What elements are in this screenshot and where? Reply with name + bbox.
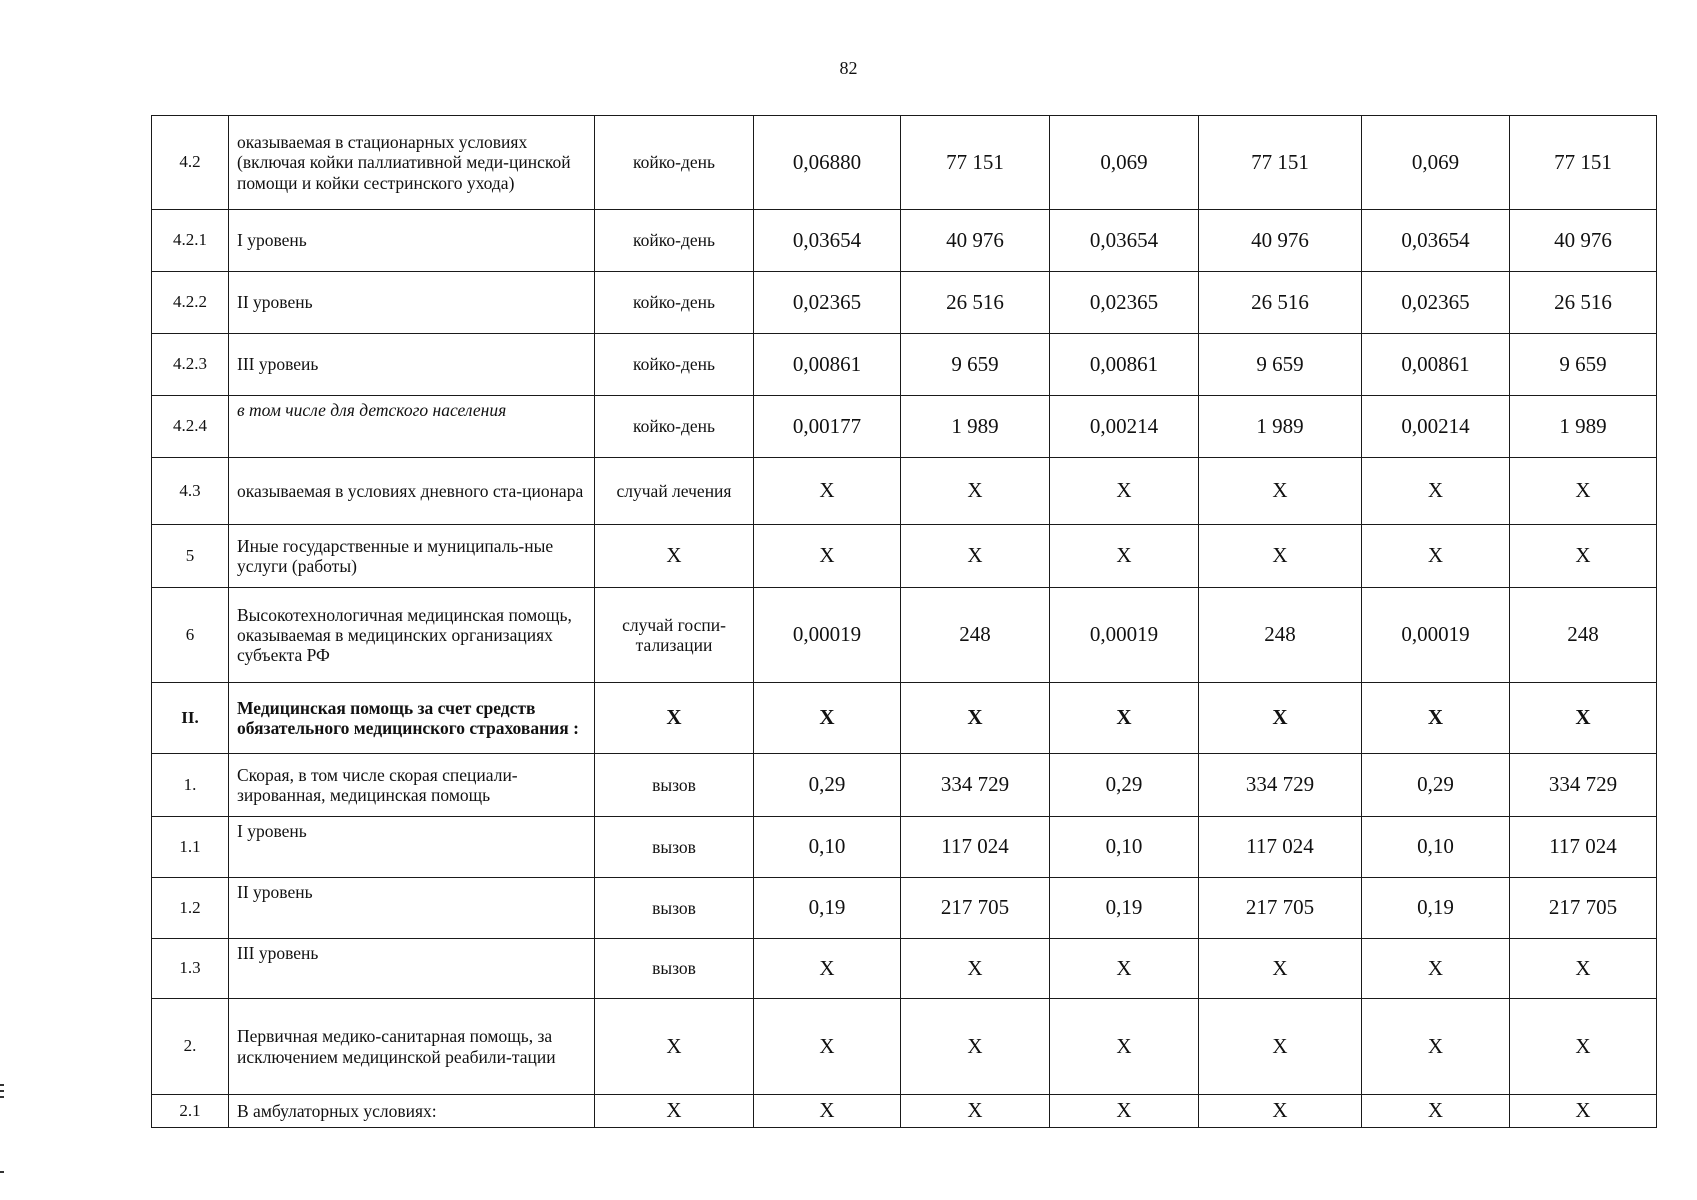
value-cell: 40 976 [1199,210,1362,272]
table-row [152,878,1657,939]
value-cell: 0,19 [1050,878,1199,939]
value-cell: 0,10 [1050,817,1199,878]
value-cell: X [754,458,901,525]
row-number: 5 [152,525,229,588]
value-cell: 0,00019 [1050,588,1199,683]
value-cell: X [1050,683,1199,754]
value-cell: X [1050,525,1199,588]
value-cell: X [901,939,1050,999]
value-cell: X [1199,1095,1362,1128]
row-name: Иные государственные и муниципаль-ные услуги (работы) [229,525,595,588]
row-unit: вызов [595,878,754,939]
row-unit: вызов [595,817,754,878]
value-cell: 217 705 [1510,878,1657,939]
value-cell: X [1199,525,1362,588]
value-cell: 40 976 [901,210,1050,272]
row-name: II уровень [229,272,595,334]
table-row [152,683,1657,754]
table-row [152,334,1657,396]
value-cell: X [1510,683,1657,754]
row-number: 4.2.1 [152,210,229,272]
table-row [152,210,1657,272]
row-number: 1.1 [152,817,229,878]
value-cell: X [1362,525,1510,588]
value-cell: X [1510,525,1657,588]
row-name: I уровень [229,210,595,272]
value-cell: X [1510,999,1657,1095]
value-cell: 0,06880 [754,116,901,210]
value-cell: 248 [1199,588,1362,683]
table-row [152,396,1657,458]
row-unit: койко-день [595,396,754,458]
value-cell: X [901,1095,1050,1128]
value-cell: 217 705 [1199,878,1362,939]
value-cell: X [1362,999,1510,1095]
value-cell: 26 516 [1199,272,1362,334]
value-cell: 0,00861 [1362,334,1510,396]
value-cell: 40 976 [1510,210,1657,272]
value-cell: X [901,458,1050,525]
value-cell: 77 151 [901,116,1050,210]
table-row [152,817,1657,878]
value-cell: 0,00861 [1050,334,1199,396]
row-unit: случай госпи-тализации [595,588,754,683]
value-cell: 1 989 [1199,396,1362,458]
value-cell: 248 [901,588,1050,683]
value-cell: 0,10 [754,817,901,878]
value-cell: X [1050,458,1199,525]
row-number: 2.1 [152,1095,229,1128]
value-cell: 0,10 [1362,817,1510,878]
value-cell: 0,02365 [1362,272,1510,334]
value-cell: 334 729 [1199,754,1362,817]
row-unit: X [595,683,754,754]
value-cell: 0,03654 [754,210,901,272]
value-cell: X [754,525,901,588]
value-cell: X [1050,999,1199,1095]
row-name: III уровеиь [229,334,595,396]
value-cell: 26 516 [901,272,1050,334]
value-cell: 0,00019 [754,588,901,683]
row-name: II уровень [229,878,595,939]
scan-edge-mark [0,1096,4,1098]
row-name: в том числе для детского населения [229,396,595,458]
scan-edge-mark [0,1084,4,1086]
value-cell: X [754,999,901,1095]
row-number: II. [152,683,229,754]
value-cell: X [1362,458,1510,525]
row-number: 4.2.3 [152,334,229,396]
row-unit: койко-день [595,116,754,210]
value-cell: 0,00214 [1362,396,1510,458]
value-cell: X [1050,1095,1199,1128]
row-name: III уровень [229,939,595,999]
value-cell: 117 024 [1510,817,1657,878]
value-cell: 334 729 [1510,754,1657,817]
value-cell: X [754,1095,901,1128]
value-cell: X [1510,1095,1657,1128]
row-number: 6 [152,588,229,683]
table-row [152,458,1657,525]
value-cell: 77 151 [1510,116,1657,210]
table-row [152,525,1657,588]
row-name: Скорая, в том числе скорая специали-зированная, медицинская помощь [229,754,595,817]
row-unit: вызов [595,754,754,817]
value-cell: 117 024 [1199,817,1362,878]
value-cell: 0,29 [754,754,901,817]
value-cell: 0,00861 [754,334,901,396]
page-number: 82 [839,58,858,78]
table-row [152,939,1657,999]
value-cell: 248 [1510,588,1657,683]
value-cell: X [1199,939,1362,999]
row-name: оказываемая в условиях дневного ста-ционара [229,458,595,525]
scan-edge-mark [0,1171,4,1173]
value-cell: X [1199,683,1362,754]
value-cell: X [901,525,1050,588]
value-cell: 0,069 [1050,116,1199,210]
data-table [151,115,1657,1128]
value-cell: X [1362,939,1510,999]
row-number: 4.2.4 [152,396,229,458]
value-cell: X [1510,939,1657,999]
row-unit: койко-день [595,210,754,272]
table-row [152,272,1657,334]
row-unit: койко-день [595,272,754,334]
value-cell: 0,19 [1362,878,1510,939]
value-cell: 0,02365 [754,272,901,334]
value-cell: 9 659 [1510,334,1657,396]
scan-edge-mark [0,1090,4,1092]
value-cell: X [1362,683,1510,754]
value-cell: X [1050,939,1199,999]
value-cell: 9 659 [901,334,1050,396]
table-row [152,116,1657,210]
value-cell: 26 516 [1510,272,1657,334]
row-unit: X [595,1095,754,1128]
table-row [152,588,1657,683]
row-number: 4.2 [152,116,229,210]
row-unit: случай лечения [595,458,754,525]
row-number: 4.3 [152,458,229,525]
row-number: 4.2.2 [152,272,229,334]
row-name: Медицинская помощь за счет средств обязательного медицинского страхования : [229,683,595,754]
value-cell: 0,03654 [1050,210,1199,272]
value-cell: 0,00214 [1050,396,1199,458]
value-cell: 0,02365 [1050,272,1199,334]
row-name: Первичная медико-санитарная помощь, за исключением медицинской реабили-тации [229,999,595,1095]
value-cell: 0,19 [754,878,901,939]
row-name: оказываемая в стационарных условиях (включая койки паллиативной меди-цинской помощи и койки сестринского ухода) [229,116,595,210]
value-cell: 334 729 [901,754,1050,817]
row-name: I уровень [229,817,595,878]
value-cell: X [1510,458,1657,525]
value-cell: 1 989 [901,396,1050,458]
value-cell: X [754,683,901,754]
row-unit: койко-день [595,334,754,396]
value-cell: 0,00019 [1362,588,1510,683]
table-row [152,999,1657,1095]
value-cell: X [901,683,1050,754]
value-cell: 0,03654 [1362,210,1510,272]
value-cell: 77 151 [1199,116,1362,210]
value-cell: 0,069 [1362,116,1510,210]
value-cell: X [1199,999,1362,1095]
row-name: Высокотехнологичная медицинская помощь, оказываемая в медицинских организациях субъекта РФ [229,588,595,683]
row-unit: X [595,525,754,588]
table-row [152,754,1657,817]
value-cell: 9 659 [1199,334,1362,396]
row-number: 1.2 [152,878,229,939]
value-cell: X [901,999,1050,1095]
row-name: В амбулаторных условиях: [229,1095,595,1128]
value-cell: 1 989 [1510,396,1657,458]
row-number: 2. [152,999,229,1095]
row-unit: X [595,999,754,1095]
value-cell: X [1362,1095,1510,1128]
value-cell: 117 024 [901,817,1050,878]
row-number: 1. [152,754,229,817]
value-cell: 0,00177 [754,396,901,458]
table-row [152,1095,1657,1128]
row-unit: вызов [595,939,754,999]
value-cell: 0,29 [1050,754,1199,817]
value-cell: 217 705 [901,878,1050,939]
row-number: 1.3 [152,939,229,999]
value-cell: X [754,939,901,999]
value-cell: 0,29 [1362,754,1510,817]
value-cell: X [1199,458,1362,525]
